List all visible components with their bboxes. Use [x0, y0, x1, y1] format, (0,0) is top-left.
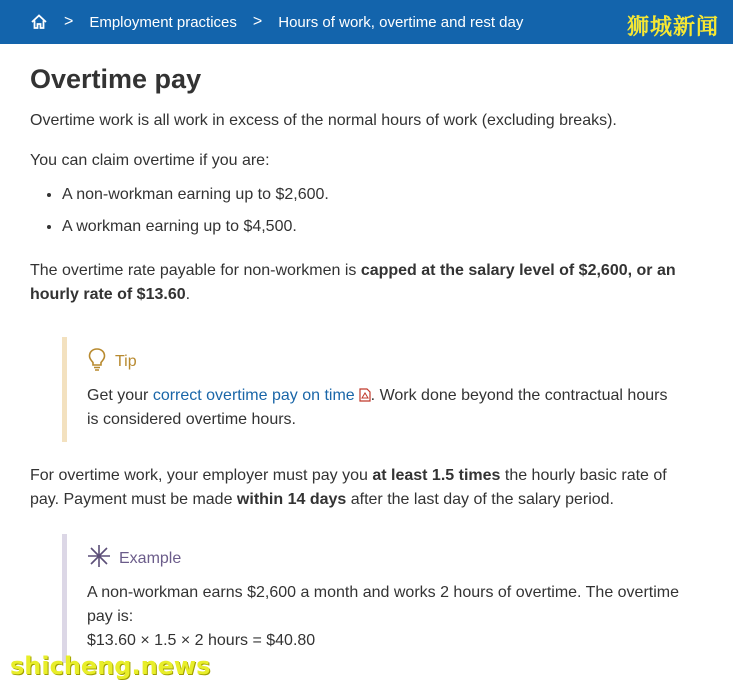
watermark-logo-top: 狮城新闻: [626, 15, 719, 40]
pay-part-1: For overtime work, your employer must pay you: [30, 467, 373, 484]
home-icon[interactable]: [30, 13, 48, 31]
breadcrumb-bar: [0, 0, 733, 44]
pay-bold-1: at least 1.5 times: [372, 467, 501, 484]
overtime-pay-link[interactable]: correct overtime pay on time: [152, 387, 355, 404]
main-content: [30, 44, 680, 685]
tip-callout: [62, 337, 680, 442]
claim-lead-text: You can claim overtime if you are:: [30, 152, 270, 169]
pdf-icon[interactable]: [359, 386, 371, 400]
pay-text: [30, 464, 680, 512]
example-callout: [62, 534, 680, 663]
breadcrumb-hours-of-work[interactable]: Hours of work, overtime and rest day: [278, 13, 524, 31]
chevron-right-icon: >: [64, 13, 74, 30]
intro-text: Overtime work is all work in excess of the normal hours of work (excluding breaks).: [30, 112, 617, 129]
pay-part-2: the hourly basic rate of pay. Payment must be made: [30, 467, 667, 508]
tip-text: [87, 384, 680, 432]
page-title: Overtime pay: [30, 64, 202, 94]
rate-bold: capped at the salary level of $2,600, or an hourly rate of $13.60: [30, 262, 676, 303]
asterisk-icon: [87, 544, 111, 573]
pay-bold-2: within 14 days: [236, 491, 347, 508]
lightbulb-icon: [87, 347, 107, 376]
chevron-right-icon: >: [252, 13, 263, 30]
rate-text: [30, 259, 680, 307]
tip-prefix: Get your: [87, 387, 153, 404]
list-item: • A non-workman earning up to $2,600.: [62, 179, 680, 211]
pay-part-3: after the last day of the salary period.: [346, 491, 614, 508]
tip-title: Tip: [115, 352, 137, 370]
breadcrumb-employment-practices[interactable]: Employment practices: [89, 13, 237, 31]
example-text: A non-workman earns $2,600 a month and works 2 hours of overtime. The overtime pay is:: [87, 584, 680, 625]
tip-suffix: . Work done beyond the contractual hours is considered overtime hours.: [87, 387, 668, 428]
list-item: • A workman earning up to $4,500.: [62, 211, 680, 243]
watermark-logo-bottom: shicheng.news: [10, 652, 211, 680]
claim-list: [30, 179, 680, 243]
example-calc: $13.60 × 1.5 × 2 hours = $40.80: [87, 632, 316, 649]
example-title: Example: [119, 549, 182, 567]
rate-suffix: .: [185, 286, 191, 303]
rate-prefix: The overtime rate payable for non-workmen is: [30, 262, 361, 279]
